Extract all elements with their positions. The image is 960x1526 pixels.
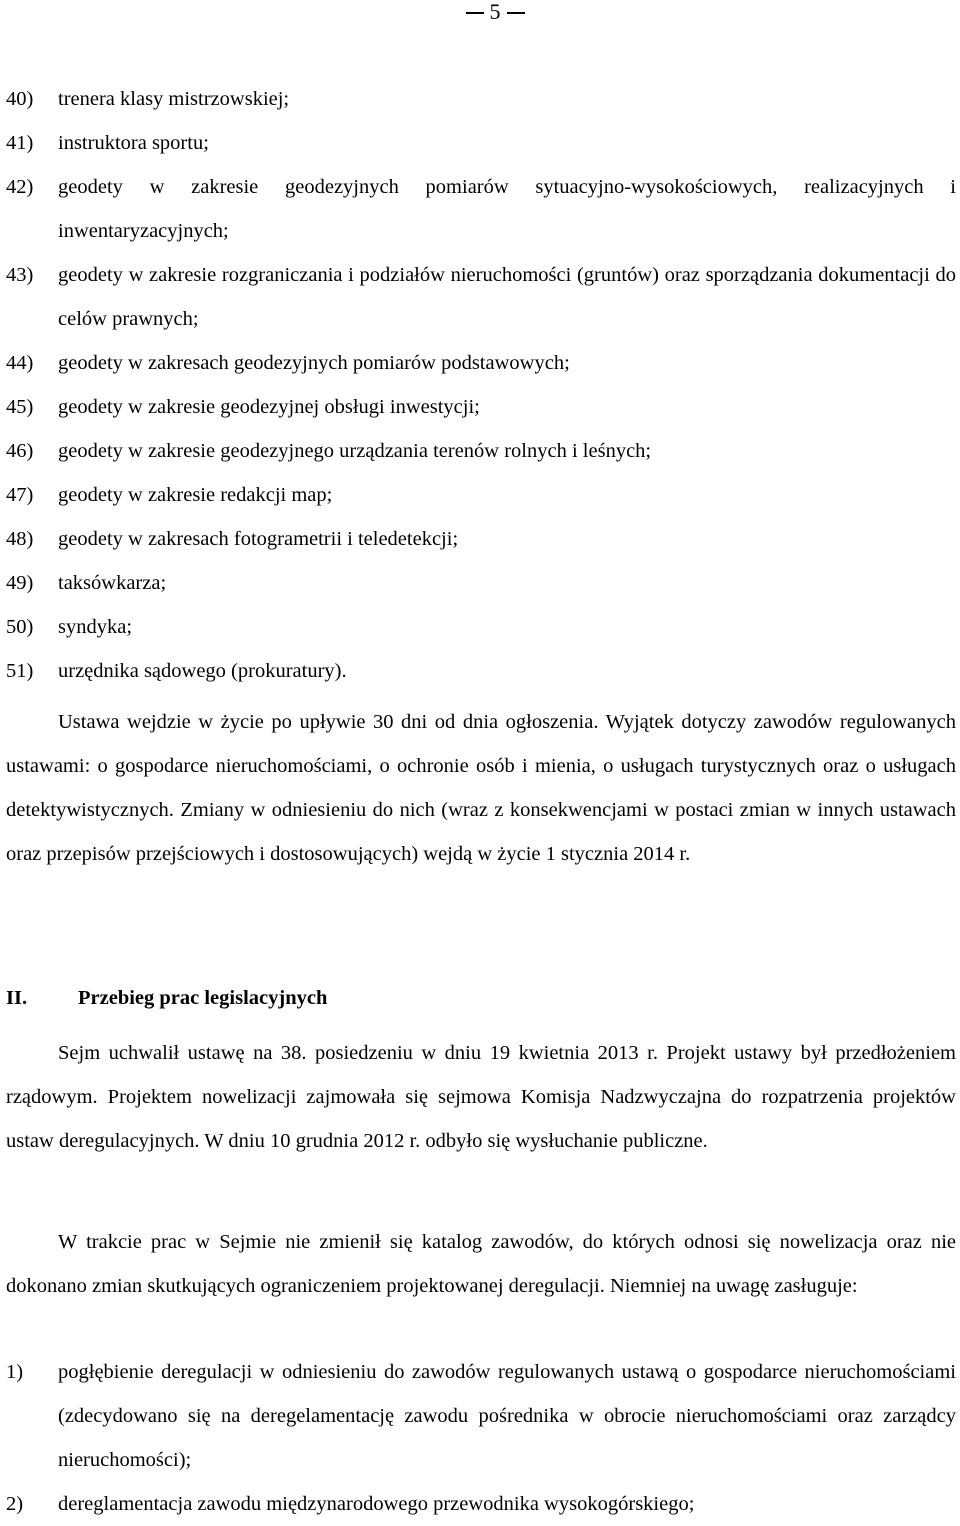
list-item — [6, 385, 956, 429]
section-title: Przebieg prac legislacyjnych — [78, 987, 328, 1009]
list-item-text: taksówkarza; — [58, 572, 167, 594]
entry-into-force-paragraph: Ustawa wejdzie w życie po upływie 30 dni od dnia ogłoszenia. Wyjątek dotyczy zawodów regulowanych ustawami: o gospodarce nieruchomościami, o ochronie osób i mienia, o usługach turystycznych oraz o usługach detektywistycznych. Zmiany w odniesieniu do nich (wraz z konsekwencjami w postaci zmian w innych ustawach oraz przepisów przejściowych i dostosowujących) wejdą w życie 1 stycznia 2014 r. — [6, 711, 956, 865]
list-item-number: 1) — [6, 1361, 24, 1383]
list-item-number: 48) — [6, 528, 34, 550]
list-item-number: 47) — [6, 484, 34, 506]
list-item — [6, 605, 956, 649]
section-heading — [6, 976, 327, 1020]
notable-changes-list — [6, 1350, 956, 1526]
list-item-text: geodety w zakresie geodezyjnego urządzania terenów rolnych i leśnych; — [58, 440, 652, 462]
list-item — [6, 253, 956, 341]
list-item-number: 43) — [6, 264, 34, 286]
list-item-text: geodety w zakresie geodezyjnej obsługi inwestycji; — [58, 396, 480, 418]
list-item-text: trenera klasy mistrzowskiej; — [58, 88, 290, 110]
legislative-process-paragraph: Sejm uchwalił ustawę na 38. posiedzeniu w dniu 19 kwietnia 2013 r. Projekt ustawy był przedłożeniem rządowym. Projektem nowelizacji zajmowała się sejmowa Komisja Nadzwyczajna do rozpatrzenia projektów ustaw deregulacyjnych. W dniu 10 grudnia 2012 r. odbyło się wysłuchanie publiczne. — [6, 1042, 956, 1152]
list-item-text: syndyka; — [58, 616, 133, 638]
list-item — [6, 429, 956, 473]
list-item — [6, 649, 956, 693]
list-item-number: 50) — [6, 616, 34, 638]
list-item-number: 40) — [6, 88, 34, 110]
list-item-number: 42) — [6, 176, 34, 198]
list-item — [6, 341, 956, 385]
list-item — [6, 473, 956, 517]
sejm-changes-paragraph: W trakcie prac w Sejmie nie zmienił się katalog zawodów, do których odnosi się nowelizacja oraz nie dokonano zmian skutkujących ograniczeniem projektowanej deregulacji. Niemniej na uwagę zasługuje: — [6, 1231, 956, 1297]
list-item-number: 45) — [6, 396, 34, 418]
header-dash-right — [507, 12, 525, 14]
list-item-number: 51) — [6, 660, 34, 682]
page-number: 5 — [489, 0, 501, 24]
list-item-number: 41) — [6, 132, 34, 154]
list-item — [6, 517, 956, 561]
list-item — [6, 561, 956, 605]
page-number-header — [430, 0, 560, 26]
profession-list — [6, 77, 956, 693]
header-dash-left — [466, 12, 484, 14]
list-item-text: geodety w zakresach geodezyjnych pomiarów podstawowych; — [58, 352, 570, 374]
list-item-number: 44) — [6, 352, 34, 374]
list-item-text: geodety w zakresie geodezyjnych pomiarów sytuacyjno-wysokościowych, realizacyjnych i inwentaryzacyjnych; — [58, 176, 956, 242]
list-item-text: urzędnika sądowego (prokuratury). — [58, 660, 347, 682]
list-item — [6, 1350, 956, 1482]
list-item-text: geodety w zakresach fotogrametrii i teledetekcji; — [58, 528, 459, 550]
list-item-number: 46) — [6, 440, 34, 462]
list-item — [6, 121, 956, 165]
list-item-number: 2) — [6, 1493, 24, 1515]
list-item-number: 49) — [6, 572, 34, 594]
list-item-text: pogłębienie deregulacji w odniesieniu do zawodów regulowanych ustawą o gospodarce nieruchomościami (zdecydowano się na deregelamentację zawodu pośrednika w obrocie nieruchomościami oraz zarządcy nieruchomości); — [58, 1361, 956, 1471]
list-item — [6, 165, 956, 253]
list-item-text: geodety w zakresie redakcji map; — [58, 484, 333, 506]
list-item-text: geodety w zakresie rozgraniczania i podziałów nieruchomości (gruntów) oraz sporządzania dokumentacji do celów prawnych; — [58, 264, 956, 330]
list-item — [6, 1482, 956, 1526]
section-number: II. — [6, 987, 28, 1009]
list-item-text: instruktora sportu; — [58, 132, 209, 154]
list-item — [6, 77, 956, 121]
list-item-text: dereglamentacja zawodu międzynarodowego przewodnika wysokogórskiego; — [58, 1493, 695, 1515]
